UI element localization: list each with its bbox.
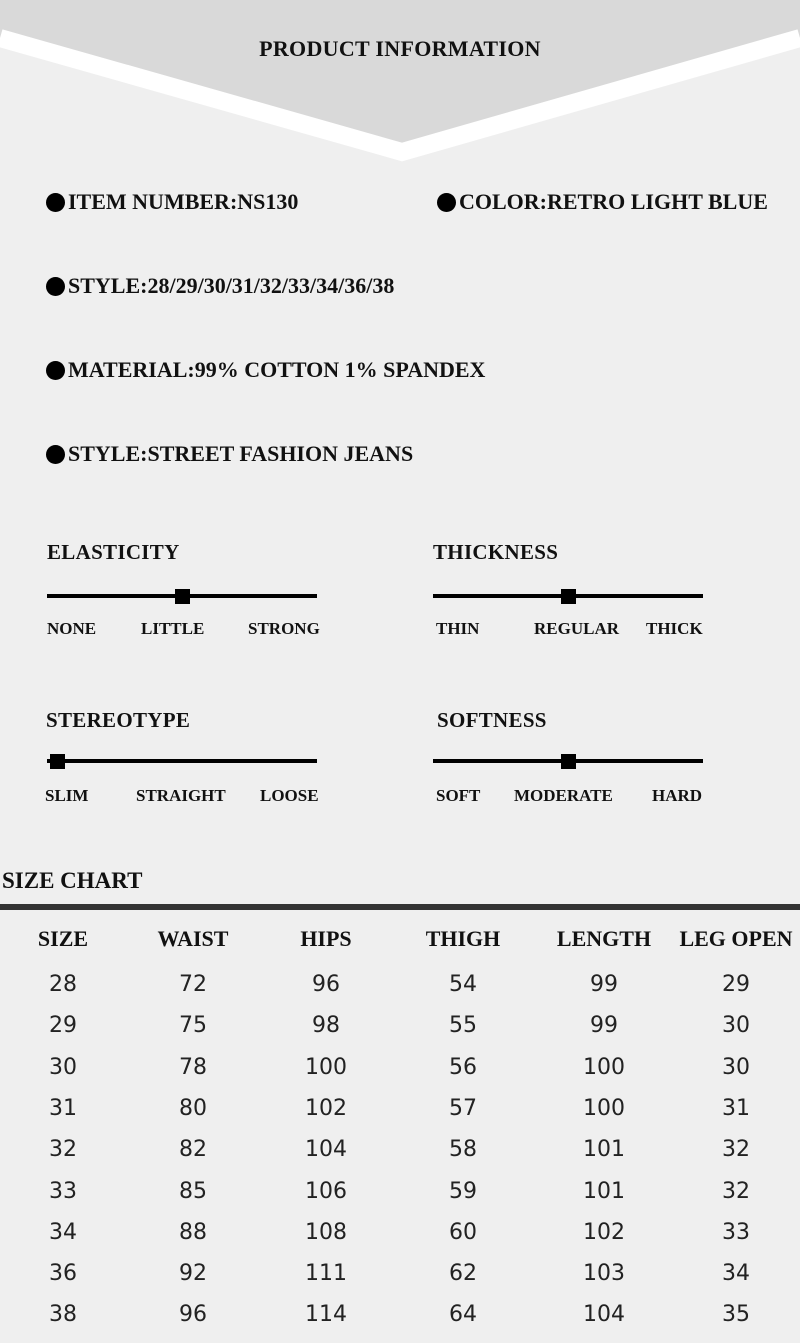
table-cell: 30 <box>722 1013 750 1039</box>
table-cell: 104 <box>583 1302 625 1328</box>
table-cell: 101 <box>583 1137 625 1163</box>
table-cell: 36 <box>49 1261 77 1287</box>
table-cell: 101 <box>583 1178 625 1204</box>
table-cell: 75 <box>179 1013 207 1039</box>
size-chart-title: SIZE CHART <box>2 868 143 893</box>
table-cell: 33 <box>722 1219 750 1245</box>
table-cell: 78 <box>179 1054 207 1080</box>
table-cell: 56 <box>449 1054 477 1080</box>
table-cell: 28 <box>49 972 77 997</box>
table-cell: 57 <box>449 1095 477 1121</box>
column-header: WAIST <box>157 926 229 951</box>
table-cell: 62 <box>449 1261 477 1287</box>
table-cell: 60 <box>449 1219 477 1245</box>
table-cell: 98 <box>312 1013 340 1039</box>
scale-label-high: THICK <box>646 619 703 638</box>
table-cell: 102 <box>583 1219 625 1245</box>
detail-text: ITEM NUMBER:NS130 <box>68 189 299 214</box>
table-cell: 100 <box>305 1054 347 1080</box>
column-header: SIZE <box>37 926 89 951</box>
scale-marker <box>175 589 190 604</box>
table-cell: 88 <box>179 1219 207 1245</box>
column-header: LEG OPEN <box>679 926 793 951</box>
detail-text: MATERIAL:99% COTTON 1% SPANDEX <box>68 357 486 382</box>
scale-label-low: SLIM <box>45 786 89 805</box>
table-cell: 104 <box>305 1137 347 1163</box>
table-cell: 34 <box>49 1219 77 1245</box>
table-cell: 34 <box>722 1261 750 1287</box>
table-cell: 59 <box>449 1178 477 1204</box>
table-cell: 80 <box>179 1095 207 1121</box>
size-chart-divider <box>0 904 800 910</box>
scale-marker <box>561 589 576 604</box>
scale-label-low: THIN <box>436 619 480 638</box>
scale-label-mid: STRAIGHT <box>136 786 226 805</box>
column-header: HIPS <box>300 926 352 951</box>
table-cell: 30 <box>722 1054 750 1080</box>
scale-label-mid: REGULAR <box>534 619 620 638</box>
bullet-icon <box>46 361 65 380</box>
bullet-icon <box>46 277 65 296</box>
detail-text: COLOR:RETRO LIGHT BLUE <box>459 189 768 214</box>
bullet-icon <box>46 193 65 212</box>
table-cell: 35 <box>722 1302 750 1328</box>
table-cell: 114 <box>305 1302 347 1328</box>
scale-marker <box>50 754 65 769</box>
scale-label-low: NONE <box>47 619 97 638</box>
scale-title: ELASTICITY <box>47 540 180 564</box>
table-cell: 31 <box>722 1095 750 1121</box>
table-cell: 31 <box>49 1095 77 1121</box>
scale-title: STEREOTYPE <box>46 708 191 732</box>
table-cell: 85 <box>179 1178 207 1204</box>
table-cell: 103 <box>583 1261 625 1287</box>
table-cell: 54 <box>449 972 477 997</box>
table-cell: 29 <box>722 972 750 997</box>
table-cell: 29 <box>49 1013 77 1039</box>
table-cell: 58 <box>449 1137 477 1163</box>
scale-label-high: LOOSE <box>260 786 319 805</box>
table-cell: 30 <box>49 1054 77 1080</box>
table-cell: 33 <box>49 1178 77 1204</box>
scale-label-high: HARD <box>652 786 703 805</box>
detail-text: STYLE:STREET FASHION JEANS <box>68 441 414 466</box>
table-cell: 111 <box>305 1261 347 1287</box>
table-cell: 99 <box>590 972 618 997</box>
detail-material <box>46 357 485 383</box>
scale-label-mid: LITTLE <box>141 619 205 638</box>
detail-style-sizes <box>46 273 394 299</box>
table-cell: 38 <box>49 1302 77 1328</box>
table-cell: 102 <box>305 1095 347 1121</box>
header-banner <box>0 0 800 170</box>
table-cell: 32 <box>49 1137 77 1163</box>
table-cell: 100 <box>583 1095 625 1121</box>
table-cell: 96 <box>179 1302 207 1328</box>
column-header: LENGTH <box>556 926 652 951</box>
detail-item-number <box>46 189 298 215</box>
scale-title: SOFTNESS <box>437 708 547 732</box>
scale-label-low: SOFT <box>436 786 481 805</box>
table-cell: 92 <box>179 1261 207 1287</box>
detail-color <box>437 189 768 215</box>
table-cell: 99 <box>590 1013 618 1039</box>
scale-title: THICKNESS <box>433 540 559 564</box>
scale-label-high: STRONG <box>248 619 320 638</box>
table-cell: 106 <box>305 1178 347 1204</box>
table-cell: 64 <box>449 1302 477 1328</box>
detail-style-type <box>46 441 413 467</box>
table-cell: 96 <box>312 972 340 997</box>
scale-marker <box>561 754 576 769</box>
bullet-icon <box>437 193 456 212</box>
scale-track <box>47 759 317 763</box>
table-cell: 82 <box>179 1137 207 1163</box>
table-cell: 100 <box>583 1054 625 1080</box>
column-header: THIGH <box>425 926 501 951</box>
detail-text: STYLE:28/29/30/31/32/33/34/36/38 <box>68 273 395 298</box>
page-title: PRODUCT INFORMATION <box>259 36 541 61</box>
table-cell: 72 <box>179 972 207 997</box>
scale-label-mid: MODERATE <box>514 786 613 805</box>
bullet-icon <box>46 445 65 464</box>
table-cell: 32 <box>722 1178 750 1204</box>
table-cell: 55 <box>449 1013 477 1039</box>
table-cell: 32 <box>722 1137 750 1163</box>
table-cell: 108 <box>305 1219 347 1245</box>
